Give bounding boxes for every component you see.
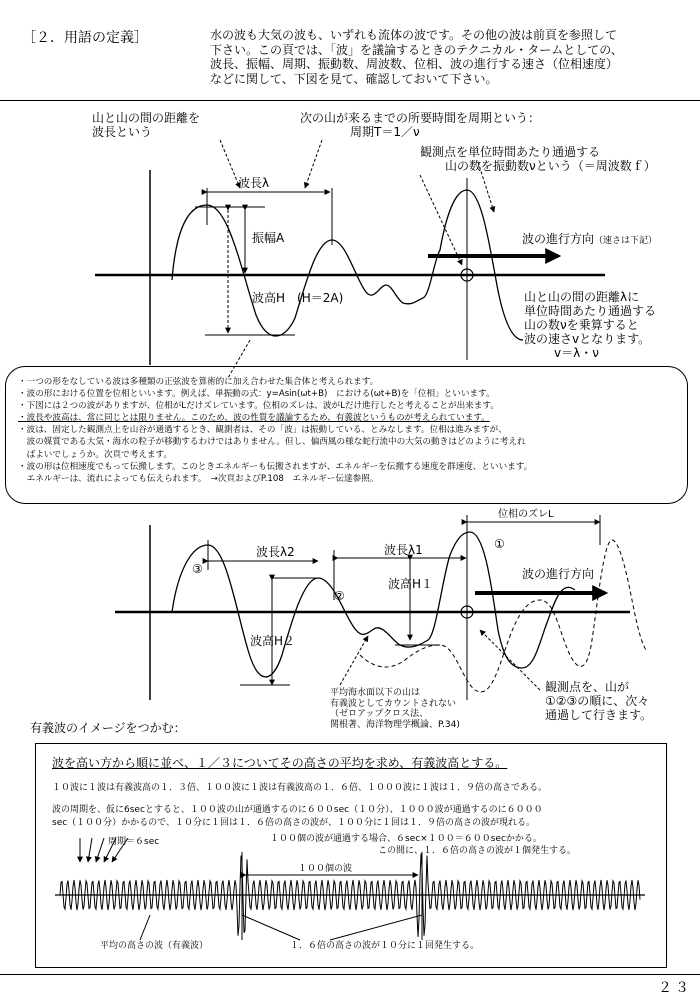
period-label: 周期＝６sec	[108, 837, 160, 847]
direction-label: 波の進行方向（速さは下記）	[522, 232, 658, 246]
note-line: ・波長や波高は、常に同じとは限りません。このため、波の性質を議論するため、有義波というものが考えられています。	[18, 413, 490, 424]
wavelength-definition: 山と山の間の距離を 波長という	[92, 111, 201, 139]
zero-upcross-note: 平均海水面以下の山は 有義波としてカウントされない （ゼロアップクロス法、 関根著、海洋物理学概論、P.34)	[330, 688, 460, 730]
big-wave-label: １．６倍の高さの波が１０分に１回発生する。	[290, 941, 480, 951]
intro-line: などに関して、下図を見て、確認しておいて下さい。	[210, 71, 498, 86]
speed-definition: 山と山の間の距離λに 単位時間あたり通過する 山の数νを乗算すると 波の速さvとなります。 v＝λ・ν	[524, 290, 657, 360]
hundred-waves-a: １００個の波が通過する場合、６sec×１００＝６００secかかる。	[270, 834, 542, 844]
intro-line: 波長、振幅、周期、振動数、周波数、位相、波の進行する速さ（位相速度）	[210, 57, 619, 71]
footer-rule	[0, 974, 700, 975]
wave-height1-label: 波高H１	[388, 577, 434, 591]
note-line: ・下図には２つの波がありますが、位相がLだけズレています。位相のズレは、波がLだけ進行したと考えることが出来ます。	[18, 401, 499, 412]
figure2	[115, 515, 646, 700]
wave-curve	[172, 190, 523, 340]
note-line: エネルギーは、流れによっても伝えられます。 →次頁およびP.108 エネルギー伝達参照。	[18, 473, 379, 484]
observation-note: 観測点を、山が ①②③の順に、次々 通過して行きます。	[545, 680, 653, 722]
wave-curve-solid	[172, 532, 575, 677]
wave-curve-shifted	[360, 537, 646, 692]
hundred-waves-b: この間に、１．６倍の高さの波が１個発生する。	[378, 846, 577, 856]
hundred-waves-label: １００個の波	[298, 864, 353, 874]
frequency-definition: 観測点を単位時間あたり通過する 山の数を振動数νという（＝周波数ｆ）	[420, 145, 656, 173]
page-number: ２３	[658, 980, 692, 996]
significant-definition: 波を高い方から順に並べ、１／３についてその高さの平均を求め、有義波高とする。	[52, 756, 508, 770]
wave-height2-label: 波高H２	[250, 634, 296, 648]
mean-wave-label: 平均の高さの波（有義波）	[100, 941, 209, 951]
amplitude-label: 振幅A	[252, 231, 285, 245]
wavelength1-label: 波長λ1	[384, 543, 423, 557]
wavelength2-label: 波長λ2	[256, 545, 295, 559]
mark-2: ②	[334, 589, 345, 603]
significant-ratio: １０波に１波は有義波高の１．３倍、１００波に１波は有義波高の１．６倍、１０００波に１波は１．９倍の高さである。	[52, 783, 548, 793]
wavelength-label: 波長λ	[238, 176, 270, 190]
period-text-1: 波の周期を、仮に6secとすると、１００波の山が通過するのに６００sec（１０分）、１０００波が通過するのに６０００	[52, 805, 543, 815]
mark-3: ③	[192, 562, 203, 576]
section-title: ［２．用語の定義］	[22, 30, 148, 46]
direction-label-2: 波の進行方向	[522, 567, 595, 581]
period-definition: 次の山が来るまでの所要時間を周期という： 周期T＝1／ν	[300, 111, 541, 139]
significant-heading: 有義波のイメージをつかむ：	[30, 721, 186, 735]
mark-1: ①	[494, 537, 505, 551]
note-line: ・波の形における位置を位相といいます。例えば、単振動の式：y=Asin(ωt+B) における(ωt+B)を「位相」といいます。	[18, 389, 495, 400]
note-line: ・一つの形をなしている波は多種類の正弦波を算術的に加え合わせた集合体と考えられます。	[18, 377, 379, 387]
wave-height-label: 波高H (H＝2A)	[252, 291, 344, 305]
note-line: ばよいでしょうか。次頁で考えます。	[18, 449, 173, 460]
note-line: ・波は、固定した観測点上を山谷が通過するとき、観測者は、その「波」は振動している、とみなします。位相は進みますが、	[18, 425, 507, 436]
note-line: ・波の形は位相速度でもって伝搬します。このときエネルギーも伝搬されますが、エネルギーを伝搬する速度を群速度、といいます。	[18, 461, 533, 472]
note-line: 波の媒質である大気・海水の粒子が移動するわけではありません。但し、偏西風の様な蛇行流中の大気の動きはどのように考えれ	[18, 437, 526, 448]
period-text-2: sec（１００分）かかるので、１０分に１回は１．６倍の高さの波が、１００分に１回は１．９倍の高さの波が現れる。	[52, 818, 535, 828]
intro-line: 水の波も大気の波も、いずれも流体の波です。その他の波は前頁を参照して	[210, 28, 618, 42]
notes-box	[5, 366, 688, 504]
intro-line: 下さい。この頁では、「波」を議論するときのテクニカル・タームとしての、	[210, 42, 623, 57]
phase-shift-label: 位相のズレL	[498, 509, 554, 520]
